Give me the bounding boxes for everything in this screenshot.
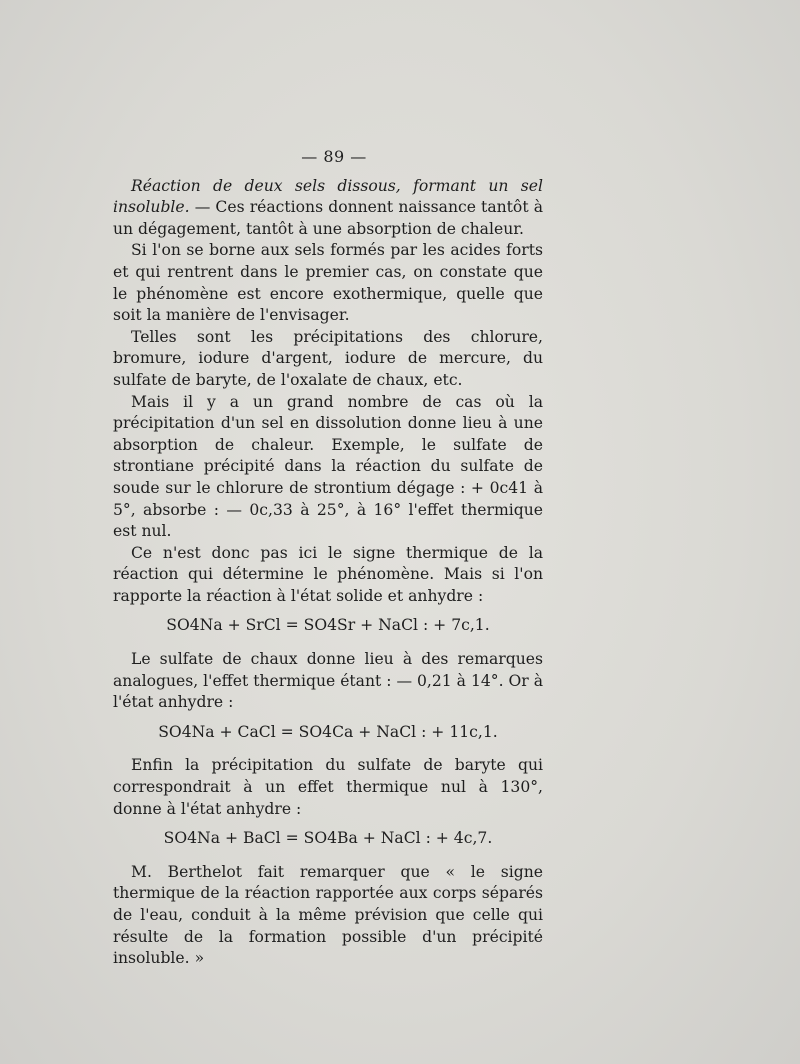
paragraph-1-text: — Ces réactions donnent naissance tantôt à un dégagement, tantôt à une absorption de chaleur. bbox=[113, 198, 543, 238]
section-heading: Réaction de deux sels dissous, formant un sel insoluble. bbox=[113, 176, 543, 217]
paragraph-2: Si l'on se borne aux sels formés par les acides forts et qui rentrent dans le premier cas, on constate que le phénomène est encore exothermique, quelle que soit la manière de l'envisager. bbox=[113, 241, 543, 325]
equation-barium: SO4Na + BaCl = SO4Ba + NaCl : + 4c,7. bbox=[163, 829, 493, 848]
paragraph-1 bbox=[113, 176, 543, 241]
paragraph-5: Ce n'est donc pas ici le signe thermique de la réaction qui détermine le phénomène. Mais si l'on rapporte la réaction à l'état solide et anhydre : bbox=[113, 543, 543, 605]
paragraph-4: Mais il y a un grand nombre de cas où la précipitation d'un sel en dissolution donne lieu à une absorption de chaleur. Exemple, le sulfate de strontiane précipité dans la réaction du sulfate de soude sur le chlorure de strontium dégage : + 0c41 à 5°, absorbe : — 0c,33 à 25°, à 16° l'effet thermique est nul. bbox=[113, 392, 543, 541]
equation-calcium: SO4Na + CaCl = SO4Ca + NaCl : + 11c,1. bbox=[158, 722, 498, 741]
paragraph-3: Telles sont les précipitations des chlorure, bromure, iodure d'argent, iodure de mercure, du sulfate de baryte, de l'oxalate de chaux, etc. bbox=[113, 327, 543, 389]
equation-strontium: SO4Na + SrCl = SO4Sr + NaCl : + 7c,1. bbox=[166, 616, 490, 635]
page-content bbox=[113, 146, 543, 970]
paragraph-6: Le sulfate de chaux donne lieu à des remarques analogues, l'effet thermique étant : — 0,21 à 14°. Or à l'état anhydre : bbox=[113, 650, 543, 712]
paragraph-7: Enfin la précipitation du sulfate de baryte qui correspondrait à un effet thermique nul à 130°, donne à l'état anhydre : bbox=[113, 756, 543, 818]
page-number: — 89 — bbox=[301, 147, 367, 166]
paragraph-8: M. Berthelot fait remarquer que « le signe thermique de la réaction rapportée aux corps séparés de l'eau, conduit à la même prévision que celle qui résulte de la formation possible d'un précipité insoluble. » bbox=[113, 862, 543, 968]
